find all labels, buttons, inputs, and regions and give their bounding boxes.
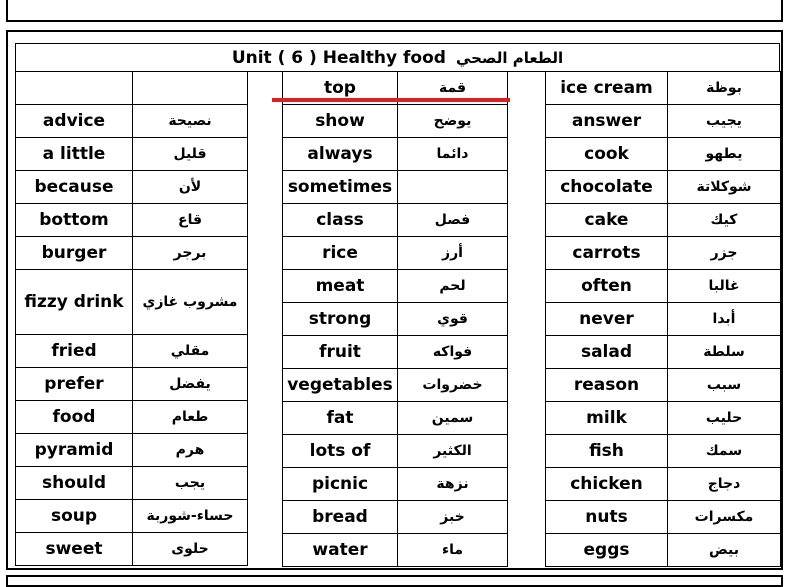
english-word: sometimes: [283, 171, 398, 204]
table-row: [16, 72, 248, 105]
arabic-meaning: مكسرات: [668, 501, 781, 534]
arabic-meaning: الكثير: [398, 435, 508, 468]
english-word: fat: [283, 402, 398, 435]
table-row: [283, 468, 508, 501]
arabic-meaning: خبز: [398, 501, 508, 534]
table-row: [16, 434, 248, 467]
english-word: often: [546, 270, 668, 303]
arabic-meaning: نصيحة: [133, 105, 248, 138]
english-word: never: [546, 303, 668, 336]
table-row: [546, 270, 781, 303]
table-row: [546, 501, 781, 534]
english-word: chocolate: [546, 171, 668, 204]
table-row: [283, 270, 508, 303]
english-word: fruit: [283, 336, 398, 369]
arabic-meaning: حلوى: [133, 533, 248, 566]
english-word: a little: [16, 138, 133, 171]
arabic-meaning: شوكلاتة: [668, 171, 781, 204]
arabic-meaning: ماء: [398, 534, 508, 567]
arabic-meaning: يجيب: [668, 105, 781, 138]
table-row: [16, 171, 248, 204]
english-word: [16, 72, 133, 105]
table-row: [16, 533, 248, 566]
table-row: [546, 435, 781, 468]
english-word: always: [283, 138, 398, 171]
arabic-meaning: سبب: [668, 369, 781, 402]
title-arabic: الطعام الصحي: [455, 48, 564, 67]
table-row: [283, 369, 508, 402]
table-row: [546, 237, 781, 270]
english-word: ice cream: [546, 72, 668, 105]
english-word: top: [283, 72, 398, 105]
english-word: salad: [546, 336, 668, 369]
vocab-column-2: [282, 71, 508, 567]
table-row: [546, 303, 781, 336]
arabic-meaning: سمين: [398, 402, 508, 435]
arabic-meaning: سمك: [668, 435, 781, 468]
arabic-meaning: دائما: [398, 138, 508, 171]
english-word: eggs: [546, 534, 668, 567]
table-row: [16, 401, 248, 434]
table-row: [546, 204, 781, 237]
english-word: show: [283, 105, 398, 138]
english-word: sweet: [16, 533, 133, 566]
arabic-meaning: أرز: [398, 237, 508, 270]
table-row: [546, 105, 781, 138]
arabic-meaning: قاع: [133, 204, 248, 237]
table-row: [546, 402, 781, 435]
english-word: meat: [283, 270, 398, 303]
english-word: food: [16, 401, 133, 434]
arabic-meaning: بوظة: [668, 72, 781, 105]
english-word: milk: [546, 402, 668, 435]
table-row: [16, 270, 248, 335]
english-word: class: [283, 204, 398, 237]
table-row: [16, 368, 248, 401]
arabic-meaning: حليب: [668, 402, 781, 435]
table-row: [283, 435, 508, 468]
english-word: fish: [546, 435, 668, 468]
english-word: should: [16, 467, 133, 500]
table-row: [16, 467, 248, 500]
top-border: [6, 0, 783, 22]
arabic-meaning: قوي: [398, 303, 508, 336]
arabic-meaning: فواكه: [398, 336, 508, 369]
vocab-column-3: [545, 71, 781, 567]
table-row: [283, 501, 508, 534]
arabic-meaning: دجاج: [668, 468, 781, 501]
page-title: [15, 43, 780, 72]
english-word: chicken: [546, 468, 668, 501]
english-word: carrots: [546, 237, 668, 270]
arabic-meaning: سلطة: [668, 336, 781, 369]
arabic-meaning: كيك: [668, 204, 781, 237]
english-word: because: [16, 171, 133, 204]
english-word: cake: [546, 204, 668, 237]
table-row: [16, 204, 248, 237]
bottom-border: [6, 575, 783, 587]
english-word: bread: [283, 501, 398, 534]
arabic-meaning: يفضل: [133, 368, 248, 401]
arabic-meaning: يطهو: [668, 138, 781, 171]
table-row: [283, 105, 508, 138]
table-row: [283, 204, 508, 237]
table-row: [546, 369, 781, 402]
table-row: [283, 336, 508, 369]
arabic-meaning: [398, 171, 508, 204]
arabic-meaning: طعام: [133, 401, 248, 434]
arabic-meaning: قليل: [133, 138, 248, 171]
arabic-meaning: قمة: [398, 72, 508, 105]
english-word: nuts: [546, 501, 668, 534]
table-row: [283, 171, 508, 204]
english-word: vegetables: [283, 369, 398, 402]
table-row: [546, 336, 781, 369]
english-word: lots of: [283, 435, 398, 468]
english-word: fizzy drink: [16, 270, 133, 335]
english-word: prefer: [16, 368, 133, 401]
arabic-meaning: مقلي: [133, 335, 248, 368]
table-row: [546, 534, 781, 567]
table-row: [16, 138, 248, 171]
english-word: water: [283, 534, 398, 567]
arabic-meaning: غالبا: [668, 270, 781, 303]
table-row: [283, 237, 508, 270]
arabic-meaning: فصل: [398, 204, 508, 237]
arabic-meaning: برجر: [133, 237, 248, 270]
arabic-meaning: نزهة: [398, 468, 508, 501]
english-word: rice: [283, 237, 398, 270]
english-word: bottom: [16, 204, 133, 237]
arabic-meaning: لأن: [133, 171, 248, 204]
arabic-meaning: جزر: [668, 237, 781, 270]
arabic-meaning: خضروات: [398, 369, 508, 402]
red-underline-mark: [272, 98, 510, 102]
english-word: picnic: [283, 468, 398, 501]
arabic-meaning: بيض: [668, 534, 781, 567]
vocab-column-1: [15, 71, 248, 566]
table-row: [546, 171, 781, 204]
english-word: reason: [546, 369, 668, 402]
table-row: [283, 138, 508, 171]
english-word: burger: [16, 237, 133, 270]
arabic-meaning: هرم: [133, 434, 248, 467]
table-row: [546, 138, 781, 171]
english-word: fried: [16, 335, 133, 368]
arabic-meaning: يجب: [133, 467, 248, 500]
table-row: [16, 237, 248, 270]
arabic-meaning: مشروب غازي: [133, 270, 248, 335]
english-word: answer: [546, 105, 668, 138]
english-word: strong: [283, 303, 398, 336]
title-english: Unit ( 6 ) Healthy food: [231, 47, 446, 68]
english-word: cook: [546, 138, 668, 171]
arabic-meaning: لحم: [398, 270, 508, 303]
table-row: [16, 500, 248, 533]
table-row: [16, 105, 248, 138]
table-row: [283, 303, 508, 336]
table-row: [546, 468, 781, 501]
table-row: [283, 534, 508, 567]
english-word: soup: [16, 500, 133, 533]
table-row: [283, 402, 508, 435]
arabic-meaning: [133, 72, 248, 105]
arabic-meaning: يوضح: [398, 105, 508, 138]
english-word: pyramid: [16, 434, 133, 467]
arabic-meaning: حساء-شوربة: [133, 500, 248, 533]
table-row: [16, 335, 248, 368]
table-row: [546, 72, 781, 105]
english-word: advice: [16, 105, 133, 138]
arabic-meaning: أبدا: [668, 303, 781, 336]
